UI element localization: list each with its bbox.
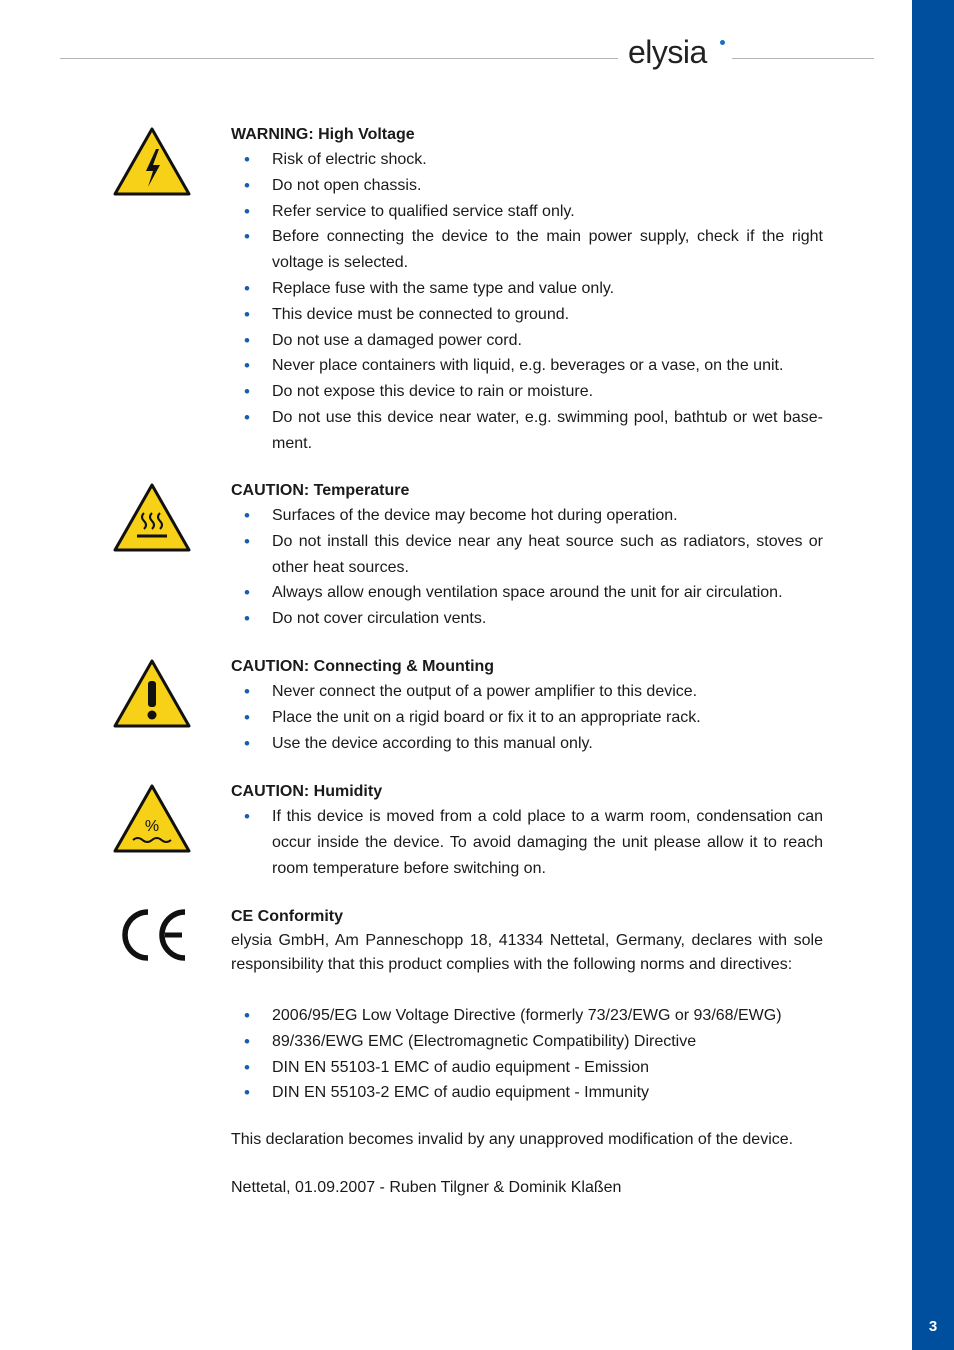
list-item: • Do not open chassis. — [231, 173, 823, 199]
list-item: • Do not install this device near any heat source such as radiators, stoves or other heat sources. — [231, 529, 823, 581]
list-item: • Never connect the output of a power amplifier to this device. — [231, 679, 823, 705]
list-item: • 2006/95/EG Low Voltage Directive (formerly 73/23/EWG or 93/68/EWG) — [231, 1003, 823, 1029]
list-item: • Always allow enough ventilation space around the unit for air circulation. — [231, 580, 823, 606]
list-item: • Refer service to qualified service staff only. — [231, 199, 823, 225]
list-item: • DIN EN 55103-2 EMC of audio equipment - Immunity — [231, 1080, 823, 1106]
bullet-icon: • — [244, 330, 250, 350]
bullet-icon: • — [244, 382, 250, 402]
brand-logo: elysia — [628, 34, 707, 70]
warning-list — [231, 147, 823, 457]
bullet-icon: • — [244, 201, 250, 221]
list-item: • This device must be connected to ground. — [231, 302, 823, 328]
list-item: • Replace fuse with the same type and value only. — [231, 276, 823, 302]
section-title: CAUTION: Humidity — [231, 783, 383, 800]
warning-list — [231, 503, 823, 632]
bullet-icon: • — [244, 150, 250, 169]
bullet-icon: • — [244, 304, 250, 324]
bullet-icon: • — [244, 1057, 250, 1077]
list-item: • 89/336/EWG EMC (Electromagnetic Compatibility) Directive — [231, 1029, 823, 1055]
page-number: 3 — [928, 1318, 938, 1335]
bullet-icon: • — [244, 583, 250, 603]
section-title: CAUTION: Connecting & Mounting — [231, 658, 495, 675]
section-mounting — [231, 654, 823, 756]
list-item: • Do not use a damaged power cord. — [231, 328, 823, 354]
list-item: • Before connecting the device to the main power supply, check if the right voltage is selected. — [231, 224, 823, 276]
list-item: • Never place containers with liquid, e.g. beverages or a vase, on the unit. — [231, 353, 823, 379]
bullet-icon: • — [244, 227, 250, 247]
bullet-icon: • — [244, 609, 250, 629]
list-item: • Place the unit on a rigid board or fix it to an appropriate rack. — [231, 705, 823, 731]
header-rule-left — [60, 58, 618, 59]
bullet-icon: • — [244, 407, 250, 427]
list-item: • If this device is moved from a cold place to a warm room, condensation can occur inside the device. To avoid damaging the unit please allow it to reach room temperature before switching on. — [231, 804, 823, 881]
bullet-icon: • — [244, 506, 250, 525]
section-temperature — [231, 478, 823, 632]
list-item: • Do not expose this device to rain or moisture. — [231, 379, 823, 405]
directive-list — [231, 1003, 823, 1106]
bullet-icon: • — [244, 1031, 250, 1051]
hot-surface-warning-icon — [113, 483, 191, 553]
section-humidity — [231, 779, 823, 881]
bullet-icon: • — [244, 356, 250, 376]
section-title: CAUTION: Temperature — [231, 482, 410, 499]
warning-list — [231, 679, 823, 756]
list-item: • Use the device according to this manual only. — [231, 731, 823, 757]
list-item: • Do not use this device near water, e.g. swimming pool, bathtub or wet base-ment. — [231, 405, 823, 457]
ce-mark-icon — [116, 909, 188, 961]
bullet-icon: • — [244, 531, 250, 551]
humidity-symbol: % — [144, 818, 160, 835]
section-ce-conformity — [231, 904, 823, 1200]
ce-declaration: This declaration becomes invalid by any unapproved modification of the device. — [231, 1131, 794, 1149]
list-item: • Do not cover circulation vents. — [231, 606, 823, 632]
list-item: • Surfaces of the device may become hot during operation. — [231, 503, 823, 529]
header-rule-right — [732, 58, 874, 59]
section-high-voltage — [231, 122, 823, 457]
bullet-icon: • — [244, 278, 250, 298]
exclamation-warning-icon — [113, 659, 191, 729]
bullet-icon: • — [244, 175, 250, 195]
side-color-bar — [912, 0, 954, 1350]
section-title: CE Conformity — [231, 908, 343, 925]
ce-signature: Nettetal, 01.09.2007 - Ruben Tilgner & Dominik Klaßen — [231, 1179, 622, 1197]
bullet-icon: • — [244, 1083, 250, 1103]
bullet-icon: • — [244, 1006, 250, 1025]
section-title: WARNING: High Voltage — [231, 126, 415, 143]
bullet-icon: • — [244, 707, 250, 727]
bullet-icon: • — [244, 733, 250, 753]
list-item: • Risk of electric shock. — [231, 147, 823, 173]
humidity-warning-icon — [113, 784, 191, 854]
ce-intro: elysia GmbH, Am Panneschopp 18, 41334 Nettetal, Germany, declares with sole responsibility that this product complies with the following norms and directives: — [231, 932, 823, 973]
bullet-icon: • — [244, 682, 250, 701]
high-voltage-warning-icon — [113, 127, 191, 197]
list-item: • DIN EN 55103-1 EMC of audio equipment - Emission — [231, 1055, 823, 1081]
bullet-icon: • — [244, 807, 250, 826]
warning-list — [231, 804, 823, 881]
logo-dot — [720, 40, 725, 45]
